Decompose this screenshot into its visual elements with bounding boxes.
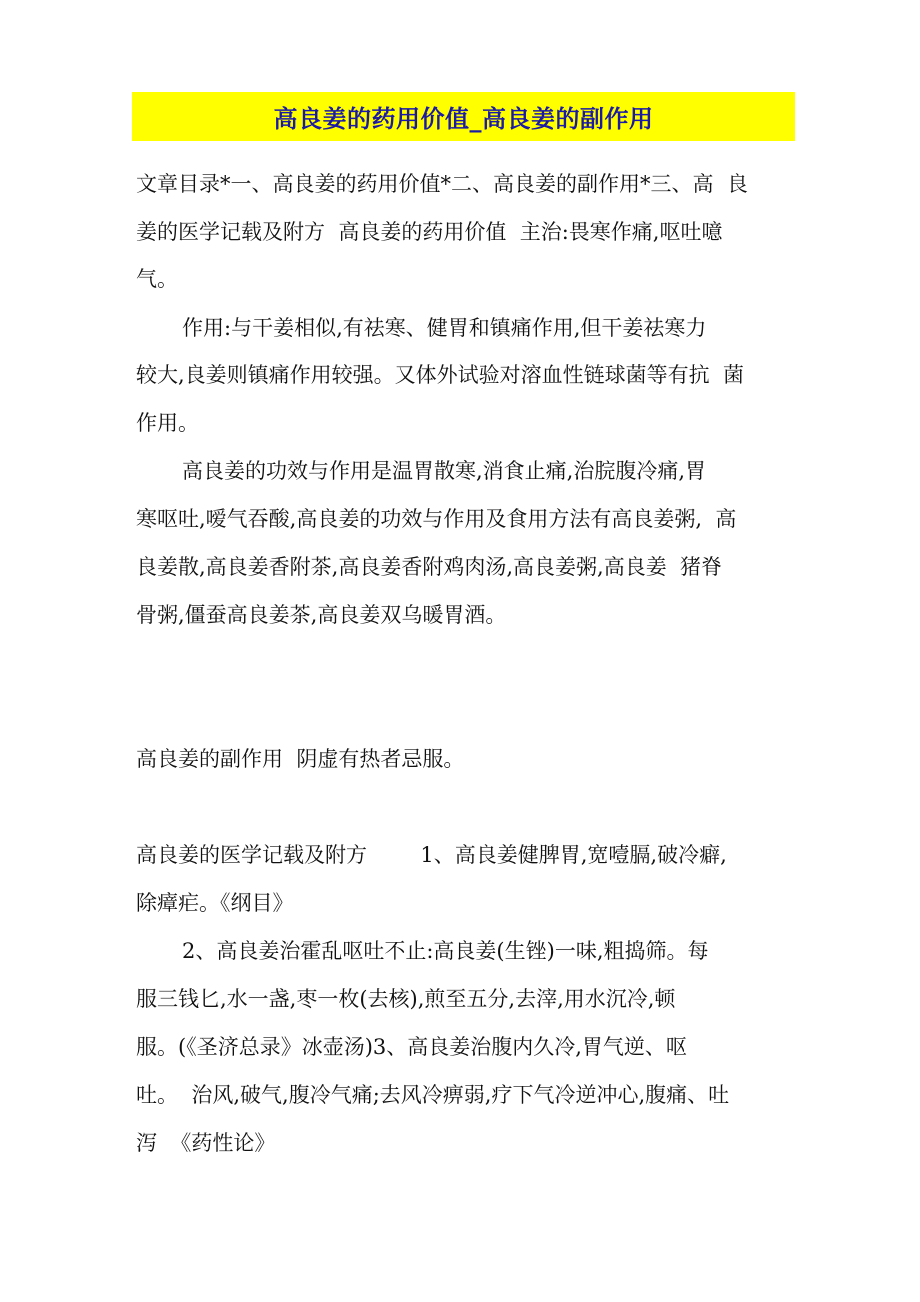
text-line: 高良姜的副作用 阴虚有热者忌服。 [136, 747, 465, 771]
text-line: 骨粥,僵蚕高良姜茶,高良姜双乌暖胃酒。 [136, 603, 507, 627]
text-line: 泻 《药性论》 [136, 1131, 276, 1155]
text-line: 良姜散,高良姜香附茶,高良姜香附鸡肉汤,高良姜粥,高良姜 猪脊 [136, 555, 723, 579]
document-title: 高良姜的药用价值_高良姜的副作用 [273, 105, 654, 133]
text-line: 高良姜的医学记载及附方 1、高良姜健脾胃,宽噎膈,破冷癖, [136, 843, 727, 867]
text-line: 作用:与干姜相似,有祛寒、健胃和镇痛作用,但干姜祛寒力 [182, 316, 707, 340]
text-line: 吐。 治风,破气,腹冷气痛;去风冷痹弱,疗下气冷逆冲心,腹痛、吐 [136, 1083, 730, 1107]
title-banner [132, 92, 795, 141]
text-line: 高良姜的功效与作用是温胃散寒,消食止痛,治脘腹冷痛,胃 [182, 459, 707, 483]
text-line: 服。(《圣济总录》冰壶汤)3、高良姜治腹内久冷,胃气逆、呕 [136, 1035, 687, 1059]
text-line: 文章目录*一、高良姜的药用价值*二、高良姜的副作用*三、高 良 [136, 172, 748, 196]
text-line: 服三钱匕,水一盏,枣一枚(去核),煎至五分,去滓,用水沉冷,顿 [136, 987, 676, 1011]
text-line: 姜的医学记载及附方 高良姜的药用价值 主治:畏寒作痛,呕吐噫 [136, 220, 723, 244]
text-line: 除瘴疟。《纲目》 [136, 891, 294, 915]
text-line: 较大,良姜则镇痛作用较强。又体外试验对溶血性链球菌等有抗 菌 [136, 363, 745, 387]
text-line: 2、高良姜治霍乱呕吐不止:高良姜(生锉)一味,粗捣筛。每 [182, 939, 709, 963]
text-line: 气。 [136, 267, 178, 291]
text-line: 作用。 [136, 411, 199, 435]
text-line: 寒呕吐,嗳气吞酸,高良姜的功效与作用及食用方法有高良姜粥, 高 [136, 507, 737, 531]
